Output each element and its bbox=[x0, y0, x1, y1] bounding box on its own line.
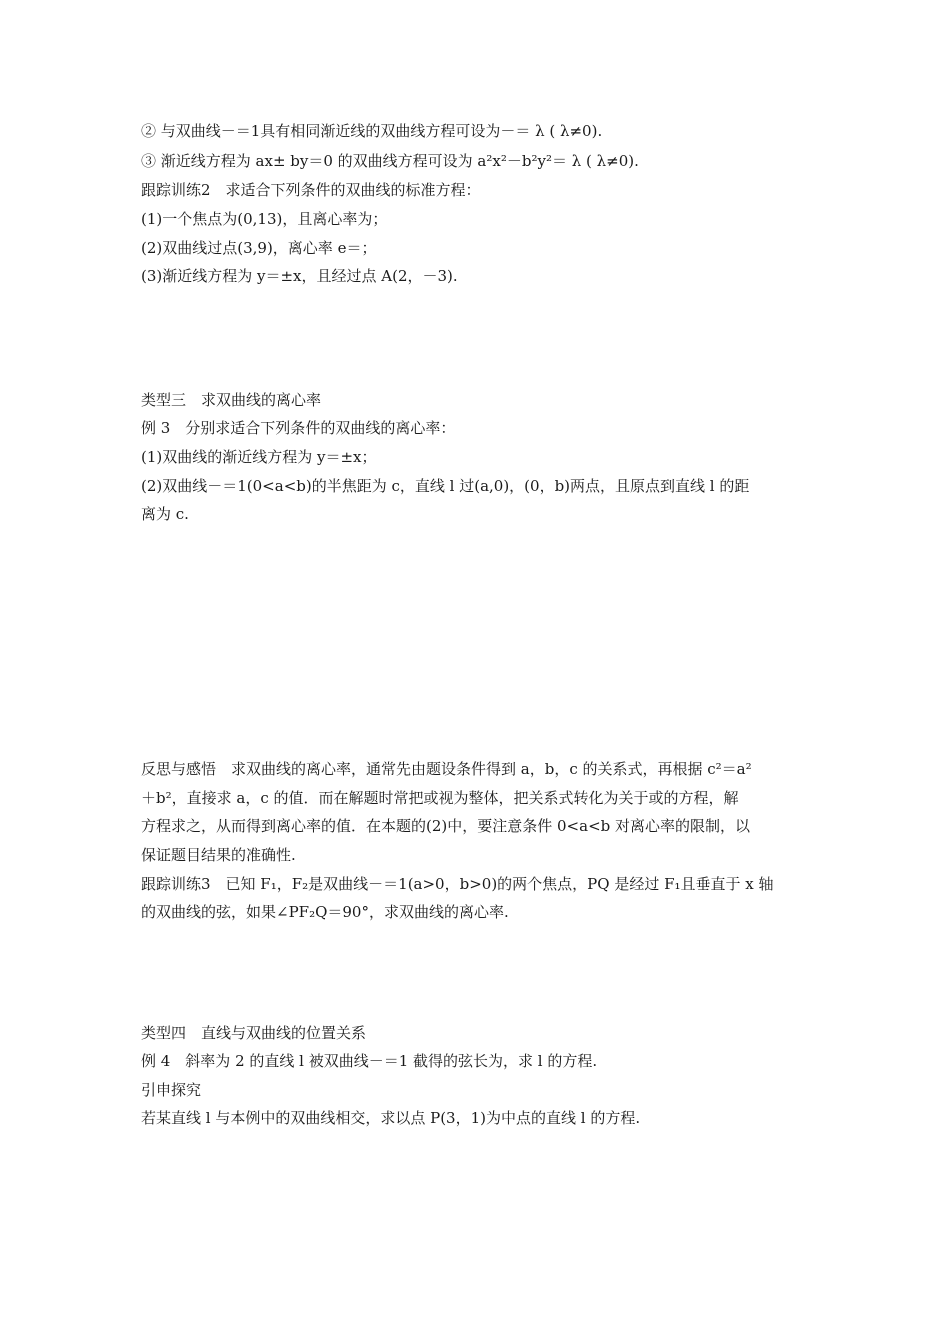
note-3: ③ 渐近线方程为 ax± by＝0 的双曲线方程可设为 a²x²－b²y²＝ λ ( λ≠0). bbox=[141, 152, 639, 170]
example-3: 例 3 分别求适合下列条件的双曲线的离心率： bbox=[141, 419, 456, 437]
reflection-line-4: 保证题目结果的准确性. bbox=[141, 846, 296, 864]
example-4: 例 4 斜率为 2 的直线 l 被双曲线－＝1 截得的弦长为，求 l 的方程. bbox=[141, 1052, 598, 1070]
training-3-line-1: 跟踪训练3 已知 F₁，F₂是双曲线－＝1(a>0，b>0)的两个焦点，PQ 是经过 F₁且垂直于 x 轴 bbox=[141, 875, 774, 893]
reflection-line-3: 方程求之，从而得到离心率的值．在本题的(2)中，要注意条件 0<a<b 对离心率的限制，以 bbox=[141, 817, 751, 835]
reflection-line-2: ＋b²，直接求 a，c 的值．而在解题时常把或视为整体，把关系式转化为关于或的方程，解 bbox=[141, 789, 739, 807]
example-3-item-2-line-2: 离为 c. bbox=[141, 505, 189, 523]
training-3-line-2: 的双曲线的弦，如果∠PF₂Q＝90°，求双曲线的离心率. bbox=[141, 903, 509, 921]
extension-text: 若某直线 l 与本例中的双曲线相交，求以点 P(3，1)为中点的直线 l 的方程. bbox=[141, 1109, 641, 1127]
training-2-item-1: (1)一个焦点为(0,13)，且离心率为； bbox=[141, 210, 388, 228]
training-2-item-2: (2)双曲线过点(3,9)，离心率 e＝； bbox=[141, 239, 377, 257]
note-2: ② 与双曲线－＝1具有相同渐近线的双曲线方程可设为－＝ λ ( λ≠0). bbox=[141, 122, 603, 140]
type-four-heading: 类型四 直线与双曲线的位置关系 bbox=[141, 1024, 367, 1042]
example-3-item-2-line-1: (2)双曲线－＝1(0<a<b)的半焦距为 c，直线 l 过(a,0)，(0，b)两点，且原点到直线 l 的距 bbox=[141, 477, 750, 495]
reflection-line-1: 反思与感悟 求双曲线的离心率，通常先由题设条件得到 a，b，c 的关系式，再根据 c²＝a² bbox=[141, 760, 752, 778]
training-2-item-3: (3)渐近线方程为 y＝±x，且经过点 A(2，－3). bbox=[141, 267, 458, 285]
training-2-title: 跟踪训练2 求适合下列条件的双曲线的标准方程： bbox=[141, 181, 481, 199]
example-3-item-1: (1)双曲线的渐近线方程为 y＝±x； bbox=[141, 448, 377, 466]
type-three-heading: 类型三 求双曲线的离心率 bbox=[141, 391, 322, 409]
extension-title: 引申探究 bbox=[141, 1081, 202, 1099]
